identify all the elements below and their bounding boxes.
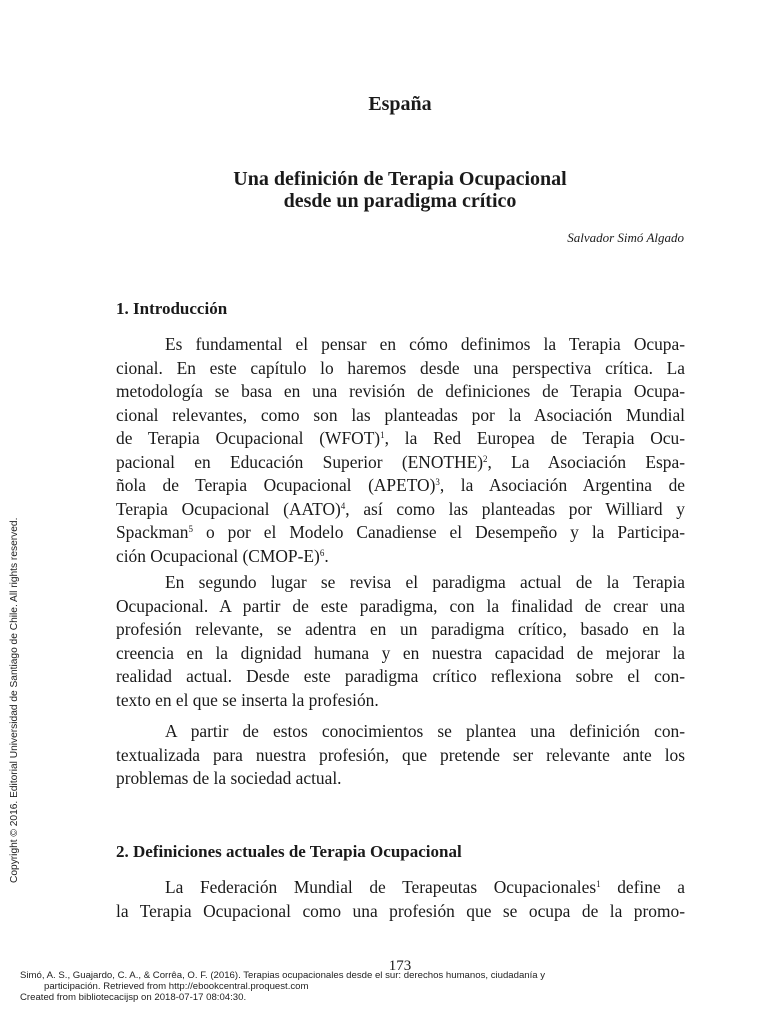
copyright-notice: Copyright © 2016. Editorial Universidad de Santiago de Chile. All rights reserved. xyxy=(9,517,20,883)
text-line: de Terapia Ocupacional (WFOT)$^1$, la Red Europea de Terapia Ocu- xyxy=(116,428,685,448)
citation-line: Simó, A. S., Guajardo, C. A., & Corrêa, O. F. (2016). Terapias ocupacionales desde el sur: derechos humanos, ciudadanía y xyxy=(20,970,546,981)
citation-line: participación. Retrieved from http://ebookcentral.proquest.com xyxy=(44,981,309,992)
citation-line: Created from bibliotecacijsp on 2018-07-17 08:04:30. xyxy=(20,992,247,1003)
text-line: la Terapia Ocupacional como una profesión que se ocupa de la promo- xyxy=(116,900,685,921)
text-line: metodología se basa en una revisión de definiciones de Terapia Ocupa- xyxy=(116,381,685,401)
text-line: Spackman$^5$ o por el Modelo Canadiense el Desempeño y la Participa- xyxy=(116,522,685,542)
section-heading-definiciones: 2. Definiciones actuales de Terapia Ocupacional xyxy=(116,842,462,861)
text-line: cional relevantes, como son las planteadas por la Asociación Mundial xyxy=(116,404,685,425)
text-line: La Federación Mundial de Terapeutas Ocupacionales$^1$ define a xyxy=(165,877,685,897)
text-line: problemas de la sociedad actual. xyxy=(116,768,342,788)
text-line: pacional en Educación Superior (ENOTHE)$^2$, La Asociación Espa- xyxy=(116,451,686,472)
footnote-ref: 1 xyxy=(596,879,601,889)
citation-footer xyxy=(20,970,545,1003)
section-heading-introduccion: 1. Introducción xyxy=(116,299,228,318)
text-line: En segundo lugar se revisa el paradigma actual de la Terapia xyxy=(165,572,685,592)
text-line: Es fundamental el pensar en cómo definimos la Terapia Ocupa- xyxy=(165,334,685,354)
text-line: textualizada para nuestra profesión, que pretende ser relevante ante los xyxy=(116,744,685,765)
footnote-ref: 3 xyxy=(435,477,440,487)
text-line: texto en el que se inserta la profesión. xyxy=(116,689,379,710)
text-line: Ocupacional. A partir de este paradigma, con la finalidad de crear una xyxy=(116,595,685,616)
paragraph-intro-2 xyxy=(116,571,685,712)
text-line: A partir de estos conocimientos se plantea una definición con- xyxy=(165,721,685,741)
author-name: Salvador Simó Algado xyxy=(567,230,684,245)
chapter-title-line-1: Una definición de Terapia Ocupacional xyxy=(233,168,567,190)
chapter-title xyxy=(0,168,768,212)
footnote-ref: 4 xyxy=(340,500,346,511)
paragraph-intro-3 xyxy=(116,720,685,791)
text-line: realidad actual. Desde este paradigma crítico reflexiona sobre el con- xyxy=(116,666,685,686)
text-line: ción Ocupacional (CMOP-E)$^6$. xyxy=(116,545,329,566)
text-line: creencia en la dignidad humana y en nuestra capacidad de mejorar la xyxy=(116,642,685,663)
paragraph-definiciones-1 xyxy=(116,876,685,923)
paragraph-intro-1 xyxy=(116,333,685,568)
footnote-ref: 6 xyxy=(319,547,325,558)
text-line: profesión relevante, se adentra en un paradigma crítico, basado en la xyxy=(116,619,685,639)
text-line: Terapia Ocupacional (AATO)$^4$, así como las planteadas por Williard y xyxy=(116,498,685,519)
country-heading: España xyxy=(368,93,432,115)
chapter-title-line-2: desde un paradigma crítico xyxy=(283,190,517,212)
footnote-ref: 1 xyxy=(380,430,385,440)
footnote-ref: 5 xyxy=(188,524,193,534)
text-line: cional. En este capítulo lo haremos desde una perspectiva crítica. La xyxy=(116,357,685,378)
text-line: ñola de Terapia Ocupacional (APETO)$^3$, la Asociación Argentina de xyxy=(116,475,685,495)
page-number: 173 xyxy=(388,958,412,974)
footnote-ref: 2 xyxy=(483,453,488,464)
